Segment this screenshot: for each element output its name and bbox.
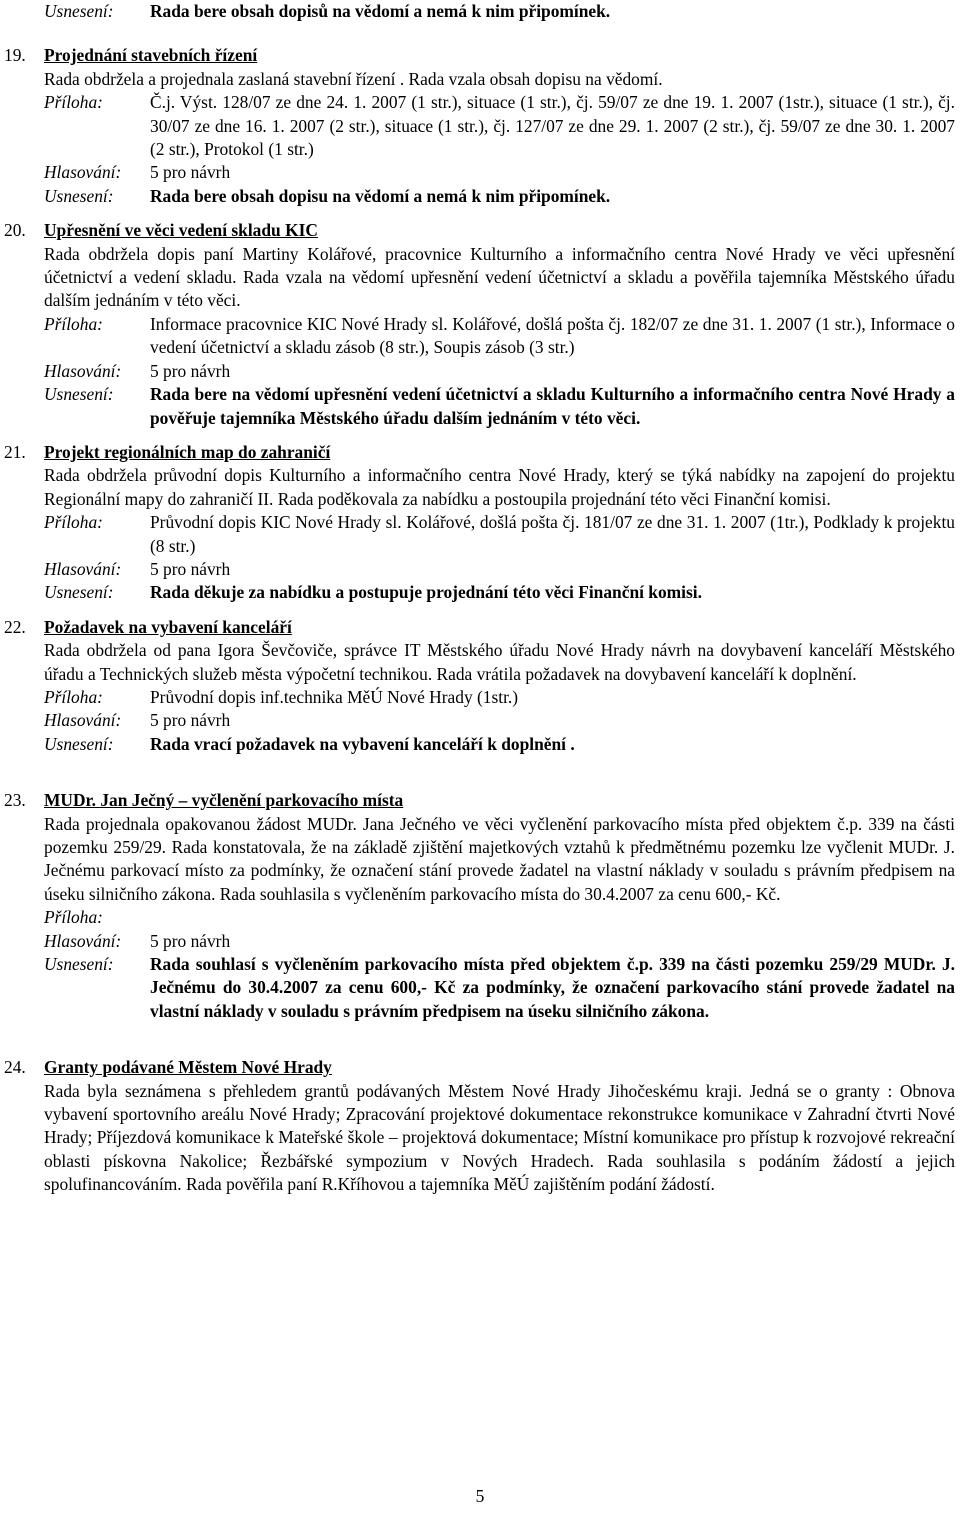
section-22-priloha-row xyxy=(0,686,960,709)
section-20-text xyxy=(0,243,960,313)
hlasovani-label: Hlasování: xyxy=(44,930,122,951)
section-22-usneseni-row xyxy=(0,733,960,756)
section-21-priloha-row xyxy=(0,511,960,558)
usneseni-label: Usnesení: xyxy=(44,384,114,405)
usneseni-text: Rada bere na vědomí upřesnění vedení účetnictví a skladu Kulturního a informačního centra Nové Hrady a pověřuje tajemníka Městského úřadu dalším jednáním v této věci. xyxy=(150,384,955,428)
section-number: 21. xyxy=(4,441,26,462)
section-number: 24. xyxy=(4,1057,26,1078)
section-24-heading xyxy=(0,1056,960,1079)
section-title: Granty podávané Městem Nové Hrady xyxy=(44,1057,332,1078)
usneseni-label: Usnesení: xyxy=(44,954,114,975)
section-22-heading xyxy=(0,616,960,639)
hlasovani-text: 5 pro návrh xyxy=(150,360,231,381)
section-title: MUDr. Jan Ječný – vyčlenění parkovacího místa xyxy=(44,790,404,811)
section-number: 20. xyxy=(4,220,26,241)
priloha-text: Průvodní dopis KIC Nové Hrady sl. Kolářové, došlá pošta čj. 181/07 ze dne 31. 1. 2007 (1tr.), Podklady k projektu (8 str.) xyxy=(150,512,955,556)
hlasovani-label: Hlasování: xyxy=(44,558,122,579)
usneseni-text: Rada bere obsah dopisů na vědomí a nemá k nim připomínek. xyxy=(150,1,611,21)
section-20-hlasovani-row xyxy=(0,360,960,383)
section-number: 19. xyxy=(4,45,26,66)
usneseni-text: Rada vrací požadavek na vybavení kanceláří k doplnění . xyxy=(150,733,575,754)
section-title: Projednání stavebních řízení xyxy=(44,45,258,66)
section-21-heading xyxy=(0,441,960,464)
section-20-usneseni-row xyxy=(0,383,960,430)
usneseni-text: Rada bere obsah dopisu na vědomí a nemá k nim připomínek. xyxy=(150,185,611,206)
section-21-hlasovani-row xyxy=(0,558,960,581)
page-number: 5 xyxy=(475,1486,485,1506)
section-19-hlasovani-row xyxy=(0,161,960,184)
hlasovani-text: 5 pro návrh xyxy=(150,930,231,951)
priloha-text: Informace pracovnice KIC Nové Hrady sl. Kolářové, došlá pošta čj. 182/07 ze dne 31. 1. 2007 (1 str.), Informace o vedení účetnictví a skladu zásob (8 str.), Soupis zásob (3 str.) xyxy=(150,313,955,358)
section-19-heading xyxy=(0,44,960,67)
paragraph-text: Rada obdržela a projednala zaslaná stavební řízení . Rada vzala obsah dopisu na vědomí. xyxy=(44,68,663,89)
section-23-text xyxy=(0,813,960,907)
hlasovani-label: Hlasování: xyxy=(44,360,122,381)
section-23-priloha-row xyxy=(0,906,960,929)
intro-usneseni-row xyxy=(0,0,960,23)
usneseni-label: Usnesení: xyxy=(44,1,114,21)
section-21-usneseni-row xyxy=(0,581,960,604)
priloha-label: Příloha: xyxy=(44,907,103,928)
section-title: Požadavek na vybavení kanceláří xyxy=(44,616,292,637)
section-20-heading xyxy=(0,219,960,242)
section-21-text xyxy=(0,464,960,511)
section-title: Projekt regionálních map do zahraničí xyxy=(44,441,331,462)
section-19-text xyxy=(0,68,960,91)
hlasovani-text: 5 pro návrh xyxy=(150,162,231,183)
hlasovani-text: 5 pro návrh xyxy=(150,710,231,731)
priloha-text: Č.j. Výst. 128/07 ze dne 24. 1. 2007 (1 str.), situace (1 str.), čj. 59/07 ze dne 19. 1. 2007 (1str.), situace (1 str.), čj. 30/07 ze dne 16. 1. 2007 (2 str.), situace (1 str.), čj. 127/07 ze dne 29. 1. 2007 (2 str.), čj. 59/07 ze dne 30. 1. 2007 (2 str.), Protokol (1 str.) xyxy=(150,92,955,160)
usneseni-label: Usnesení: xyxy=(44,733,114,754)
usneseni-text: Rada děkuje za nabídku a postupuje projednání této věci Finanční komisi. xyxy=(150,582,702,603)
priloha-text: Průvodní dopis inf.technika MěÚ Nové Hrady (1str.) xyxy=(150,686,519,707)
paragraph-text: Rada obdržela průvodní dopis Kulturního a informačního centra Nové Hrady, který se týká nabídky na zapojení do projektu Regionální mapy do zahraničí II. Rada poděkovala za nabídku a postoupila projednání této věci Finanční komisi. xyxy=(44,465,955,509)
usneseni-label: Usnesení: xyxy=(44,582,114,603)
usneseni-text: Rada souhlasí s vyčleněním parkovacího místa před objektem č.p. 339 na části pozemku 259/29 MUDr. J. Ječnému do 30.4.2007 za cenu 600,- Kč za podmínky, že označení parkovacího stání provede žadatel na vlastní náklady v souladu s právním předpisem na úseku silničního zákona. xyxy=(150,954,955,1021)
hlasovani-label: Hlasování: xyxy=(44,710,122,731)
section-23-heading xyxy=(0,789,960,812)
section-23-usneseni-row xyxy=(0,953,960,1023)
priloha-label: Příloha: xyxy=(44,313,103,334)
section-number: 23. xyxy=(4,790,26,811)
paragraph-text: Rada obdržela od pana Igora Ševčoviče, správce IT Městského úřadu Nové Hrady návrh na dovybavení kanceláří Městského úřadu a Technických služeb města výpočetní technikou. Rada vrátila požadavek na dovybavení kanceláří k doplnění. xyxy=(44,640,955,684)
section-number: 22. xyxy=(4,616,26,637)
paragraph-text: Rada byla seznámena s přehledem grantů podávaných Městem Nové Hrady Jihočeskému kraji. Jedná se o granty : Obnova vybavení sportovního areálu Nové Hrady; Zpracování projektové dokumentace rekonstrukce komunikace v Zahradní čtvrti Nové Hrady; Příjezdová komunikace k Mateřské škole – projektová dokumentace; Místní komunikace pro přístup k rozvojové rekreační oblasti pískovna Nakolice; Řezbářské sympozium v Nových Hradech. Rada souhlasila s podáním žádostí a jejich spolufinancováním. Rada pověřila paní R.Kříhovou a tajemníka MěÚ zajištěním podání žádostí. xyxy=(44,1080,955,1195)
hlasovani-text: 5 pro návrh xyxy=(150,558,231,579)
section-19-usneseni-row xyxy=(0,185,960,208)
paragraph-text: Rada obdržela dopis paní Martiny Kolářové, pracovnice Kulturního a informačního centra Nové Hrady ve věci upřesnění účetnictví a vedení skladu. Rada vzala na vědomí upřesnění vedení účetnictví a skladu a pověřila tajemníka Městského úřadu dalším jednáním v této věci. xyxy=(44,243,955,311)
section-23-hlasovani-row xyxy=(0,930,960,953)
section-22-hlasovani-row xyxy=(0,709,960,732)
hlasovani-label: Hlasování: xyxy=(44,162,122,183)
section-title: Upřesnění ve věci vedení skladu KIC xyxy=(44,220,318,241)
section-19-priloha-row xyxy=(0,91,960,161)
paragraph-text: Rada projednala opakovanou žádost MUDr. Jana Ječného ve věci vyčlenění parkovacího místa před objektem č.p. 339 na části pozemku 259/29. Rada konstatovala, že na základě zjištění majetkových vztahů k předmětnému pozemku lze vyčlenit MUDr. J. Ječnému parkovací místo za podmínky, že označení stání provede žadatel na vlastní náklady v souladu s právním předpisem na úseku silničního zákona. Rada souhlasila s vyčleněním parkovacího místa do 30.4.2007 za cenu 600,- Kč. xyxy=(44,813,955,904)
section-20-priloha-row xyxy=(0,313,960,360)
section-22-text xyxy=(0,639,960,686)
priloha-label: Příloha: xyxy=(44,92,103,113)
section-24-text xyxy=(0,1080,960,1197)
priloha-text xyxy=(150,906,955,929)
priloha-label: Příloha: xyxy=(44,512,103,533)
usneseni-label: Usnesení: xyxy=(44,185,114,206)
priloha-label: Příloha: xyxy=(44,686,103,707)
